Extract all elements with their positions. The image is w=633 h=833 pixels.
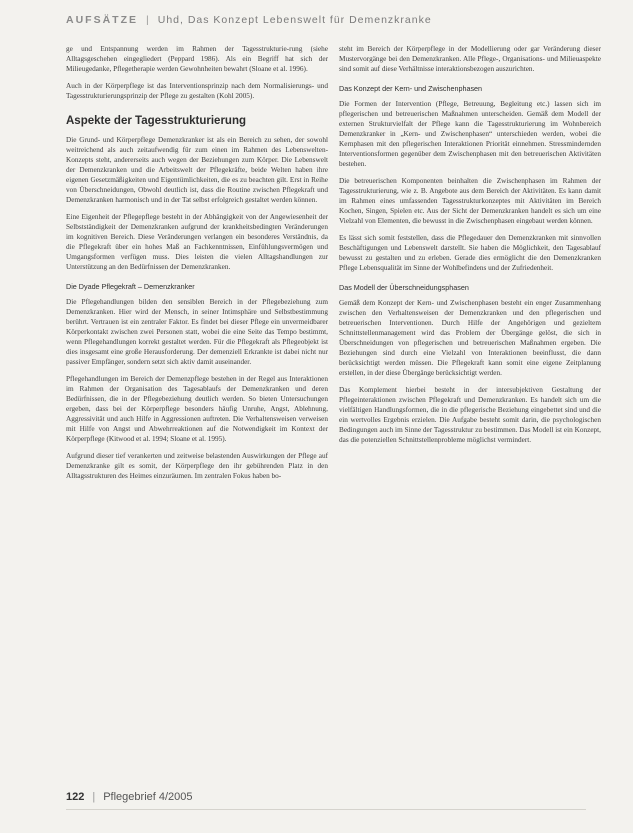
journal-name: Pflegebrief 4/2005 — [103, 791, 193, 803]
section-heading: Aspekte der Tagesstrukturierung — [66, 115, 247, 127]
paragraph: Pflegehandlungen im Bereich der Demenzpflege bestehen in der Regel aus Interaktionen im Rahmen der Organisation des Tagesablaufs der Demenzkranken und deren Bedürfnissen, die in der Pflegebeziehung deutlich werden. So bieten Untersuchungen ergeben, dass bei der Körperpflege besonders häufig Unruhe, Angst, Ablehnung, Aggressivität und auch Hilfe in Aggressionen auftreten. Die Verhaltensweisen verweisen mit Hilfe von Angst und Abwehrreaktionen auf die Notwendigkeit im Kontext der Körperpflege (Kitwood et al. 1994; Sloane et al. 1995). — [66, 375, 328, 443]
header-separator: | — [146, 14, 150, 26]
left-column — [66, 44, 328, 488]
paragraph: Eine Eigenheit der Pflegepflege besteht in der Abhängigkeit von der Angewiesenheit der Selbstständigkeit der Demenzkranken aufgrund der krankheitsbedingten Veränderungen im kognitiven Bereich. Diese Veränderungen verlangen ein besonderes Verständnis, da die Pflegekraft über ein hohes Maß an Fachkenntnissen, Einfühlungsvermögen und Umgangsformen verfügen muss. Dies leisten die vielen Alltagshandlungen zur Unterstützung an den Bedürfnissen der Demenzkranken. — [66, 213, 328, 271]
paragraph: Gemäß dem Konzept der Kern- und Zwischenphasen besteht ein enger Zusammenhang zwischen den Verhaltensweisen der Demenzkranken und den pflegerischen und betreuerischen Interventionen. Durch Hilfe der Angehörigen und gezieltem Schnittstellenmanagement wird das Problem der Übergänge gelöst, die sich in Überschneidungen von pflegerischen und betreuerischen Maßnahmen ergeben. Die Beziehungen sind durch eine Vielzahl von Interaktionen beeinflusst, die dann berücksichtigt werden müssen. Die Pflegekraft kann somit eine eigene Zeitplanung erstellen, in der diese Übergänge berücksichtigt werden. — [339, 299, 601, 377]
paragraph: Es lässt sich somit feststellen, dass die Pflegedauer den Demenzkranken mit sinnvollen Beschäftigungen und Lebenswelt darstellt. Sie haben die Möglichkeit, den Tagesablauf bewusst zu gestalten und zu erleben. Gerade dies ermöglicht die den Demenzkranken Pflege Lebensqualität im Sinne der Wohlbefindens und der Zufriedenheit. — [339, 234, 601, 272]
paragraph: Die Grund- und Körperpflege Demenzkranker ist als ein Bereich zu sehen, der sowohl weitreichend als auch zeitaufwendig für zum einen im Rahmen des Lebenswelten-Konzepts steht, andererseits auch wegen der Beziehungen zum Körper. Die Lebenswelt der Demenzkranken und die Arbeitswelt der Pflegekräfte, beide Welten haben ihre eigenen Gesetzmäßigkeiten und Eigentümlichkeiten, die es zu beachten gilt. Erst in Reihe von Überschneidungen, Obwohl deutlich ist, dass die Routine zwischen Pflegekraft und Demenzkranken harmonisch und in der Tat selbst erfolgreich gestaltet werden können. — [66, 136, 328, 204]
paragraph: Die betreuerischen Komponenten beinhalten die Zwischenphasen im Rahmen der Tagesstrukturierung, wie z. B. Angebote aus dem Bereich der Aktivitäten. Es kann damit im Rahmen eines umfassenden Tagesstrukturkonzeptes mit Aktivitäten im Bereich Kochen, Singen, Spielen etc. Aus der Sicht der Demenzkranken handelt es sich um eine Vielzahl von Elementen, die bewusst in die Zwischenphasen eingebaut werden können. — [339, 177, 601, 225]
running-title: Uhd, Das Konzept Lebenswelt für Demenzkranke — [157, 14, 432, 26]
sub-heading: Das Modell der Überschneidungsphasen — [339, 283, 469, 292]
running-header — [66, 14, 586, 32]
paragraph: Die Formen der Intervention (Pflege, Betreuung, Begleitung etc.) lassen sich im pflegerischen und betreuerischen Maßnahmen unterscheiden. Gemäß dem Modell der externen Strukturvielfalt der Pflege kann die Tagesstrukturierung im Wohnbereich Demenzkranker in „Kern- und Zwischenphasen“ unterschieden werden, wobei die Kernphasen mit den pflegerischen Interaktionen Priorität einnehmen. Stressmindernden Interventionsformen gegenüber dem Zwischenphasen mit den betreuerischen Aktivitäten bestehen. — [339, 100, 601, 168]
page-number: 122 — [66, 791, 85, 803]
footer-separator: | — [92, 791, 96, 803]
section-label: AUFSÄTZE — [66, 14, 138, 26]
paragraph: Das Komplement hierbei besteht in der intersubjektiven Gestaltung der Pflegeinteraktionen zwischen Pflegekraft und Demenzkranken. Es handelt sich um die vielfältigen Handlungsformen, die in die pflegerische Beziehung eingebettet sind und die ein wertvolles Ergebnis erzielen. Die Aufgabe besteht somit darin, die psychologischen Bedingungen auch im Sinne der Tagesstruktur zu bestimmen. Das Modell ist ein Konzept, das die potenziellen Schnittstellenprobleme möglichst vermindert. — [339, 386, 601, 444]
page-footer — [66, 791, 193, 805]
footer-rule — [66, 809, 586, 810]
paragraph: ge und Entspannung werden im Rahmen der Tagesstrukturie-rung (siehe Alltagsgeschehen eingegliedert (Peppard 1986). Als ein Begriff hat sich der Milieugedanke, Pflegetherapie werden Gewohnheiten bewahrt (Sloane et al. 1996). — [66, 45, 328, 73]
paragraph: steht im Bereich der Körperpflege in der Modellierung oder gar Veränderung dieser Mustervorgänge bei den Demenzkranken. Alle Pflege-, Organisations- und Milieuaspekte sind somit auf diese Verhältnisse interaktionsbezogen auszurichten. — [339, 45, 601, 73]
sub-heading: Das Konzept der Kern- und Zwischenphasen — [339, 84, 483, 93]
paragraph: Die Pflegehandlungen bilden den sensiblen Bereich in der Pflegebeziehung zum Demenzkranken. Hier wird der Mensch, in seiner Intimsphäre und Selbstbestimmung berührt. Vertrauen ist ein zentraler Faktor. Es findet bei dieser Pflege ein unvermeidbarer Körperkontakt zwischen zwei Personen statt, wobei die eine Seite das Tempo bestimmt, wenn Pflegehandlungen korrekt gestaltet werden. Für die Pflegekraft als Pflegeobjekt ist dies insgesamt eine große Herausforderung. Der demenziell Erkrankte ist dabei nicht nur passiver Empfänger, sondern setzt sich aktiv damit auseinander. — [66, 298, 328, 366]
right-column — [339, 44, 601, 452]
paragraph: Aufgrund dieser tief verankerten und zeitweise belastenden Auswirkungen der Pflege auf Demenzkranke gilt es somit, der Körperpflege den ihr gebührenden Platz in den Alltagsstrukturen des Heimes einzuräumen. Im zentralen Fokus haben bo- — [66, 452, 328, 480]
paragraph: Auch in der Körperpflege ist das Interventionsprinzip nach dem Normalisierungs- und Tagesstrukturierungsprinzip der Pflege zu gestalten (Kohl 2005). — [66, 82, 328, 100]
sub-heading: Die Dyade Pflegekraft – Demenzkranker — [66, 282, 195, 291]
